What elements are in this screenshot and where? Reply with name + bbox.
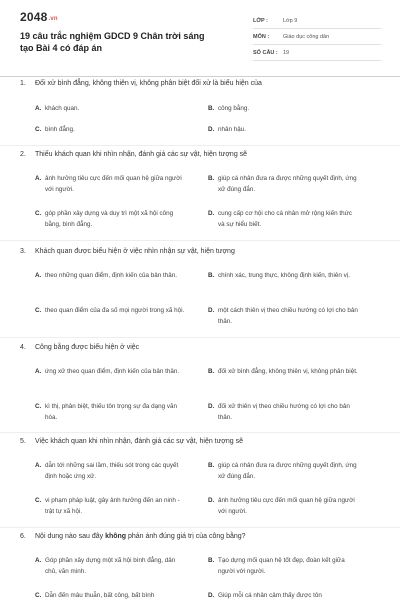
site-logo[interactable] [20, 10, 58, 24]
option-text: đối xử bình đẳng, không thiên vị, không phân biệt. [218, 368, 358, 375]
logo-text: 2048 [20, 10, 48, 24]
options-list [35, 169, 382, 249]
question-number: 1. [20, 80, 26, 87]
option-b[interactable] [208, 271, 360, 282]
option-letter: B. [208, 368, 215, 375]
option-a[interactable] [35, 461, 187, 482]
option-a[interactable] [35, 271, 187, 282]
option-text: giúp cá nhân đưa ra được những quyết định, ứng xử đúng đắn. [218, 462, 357, 480]
option-letter: C. [35, 497, 42, 504]
option-letter: B. [208, 462, 215, 469]
question-text: Khách quan được biểu hiện ở việc nhìn nhận sự vật, hiện tượng [35, 248, 235, 255]
question-divider [0, 432, 400, 433]
option-text: vi phạm pháp luật, gây ảnh hưởng đến an ninh - trật tự xã hội. [45, 497, 180, 515]
option-text: dẫn tới những sai lầm, thiếu sót trong các quyết định hoặc ứng xử. [45, 462, 179, 480]
option-letter: B. [208, 105, 215, 112]
meta-row-class [253, 13, 381, 29]
option-c[interactable] [35, 496, 187, 517]
options-list [35, 266, 382, 346]
option-text: ảnh hưởng tiêu cực đến mối quan hệ giữa người với người. [45, 175, 182, 193]
option-text: Góp phần xây dựng một xã hội bình đẳng, dân chủ, văn minh. [45, 557, 176, 575]
meta-value: Lớp 9 [283, 17, 298, 24]
question-2 [20, 151, 382, 249]
question-divider [0, 145, 400, 146]
option-b[interactable] [208, 174, 360, 195]
option-c[interactable] [35, 306, 187, 317]
option-text: góp phần xây dựng và duy trì một xã hội công bằng, bình đẳng. [45, 210, 174, 228]
page-header [0, 0, 400, 72]
option-text: ứng xử theo quan điểm, định kiến của bản thân. [45, 368, 180, 375]
option-letter: D. [208, 210, 215, 217]
option-text: đối xử thiên vị theo chiều hướng có lợi cho bản thân. [218, 403, 350, 421]
question-text-part: phản ánh đúng giá trị của công bằng? [126, 533, 246, 540]
question-text-emphasis: không [105, 533, 127, 540]
option-c[interactable] [35, 209, 187, 230]
meta-value: 19 [283, 49, 290, 56]
option-text: nhân hậu. [218, 126, 247, 133]
option-c[interactable] [35, 402, 187, 423]
option-letter: A. [35, 368, 42, 375]
option-text: khách quan. [45, 105, 80, 112]
option-d[interactable] [208, 125, 360, 136]
option-letter: B. [208, 272, 215, 279]
option-text: theo quan điểm của đa số mọi người trong xã hội. [45, 307, 185, 314]
option-d[interactable] [208, 306, 360, 327]
option-text: Dẫn đến mâu thuẫn, bất công, bất bình [45, 592, 155, 599]
option-b[interactable] [208, 367, 360, 378]
meta-key: MÔN : [253, 33, 270, 40]
option-d[interactable] [208, 496, 360, 517]
option-letter: A. [35, 462, 42, 469]
question-text: Việc khách quan khi nhìn nhận, đánh giá các sự vật, hiện tượng sẽ [35, 438, 244, 445]
option-letter: D. [208, 307, 215, 314]
question-number: 6. [20, 533, 26, 540]
option-d[interactable] [208, 402, 360, 423]
option-letter: C. [35, 403, 42, 410]
question-6 [20, 533, 382, 611]
option-letter: A. [35, 272, 42, 279]
page-title: 19 câu trắc nghiệm GDCD 9 Chân trời sáng tạo Bài 4 có đáp án [20, 31, 205, 53]
meta-key: SỐ CÂU : [253, 49, 278, 56]
question-text [35, 533, 382, 540]
option-letter: B. [208, 557, 215, 564]
option-a[interactable] [35, 174, 187, 195]
option-c[interactable] [35, 125, 187, 136]
options-list [35, 362, 382, 442]
question-text: Thiếu khách quan khi nhìn nhận, đánh giá các sự vật, hiện tượng sẽ [35, 151, 248, 158]
option-a[interactable] [35, 367, 187, 378]
question-5 [20, 438, 382, 536]
option-text: ảnh hưởng tiêu cực đến mối quan hệ giữa người với người. [218, 497, 355, 515]
question-text-part: Nội dung nào sau đây [35, 533, 106, 540]
option-b[interactable] [208, 104, 360, 115]
option-text: Tạo dựng mối quan hệ tốt đẹp, đoàn kết giữa người với người. [218, 557, 345, 575]
meta-key: LỚP : [253, 17, 268, 24]
options-list [35, 551, 382, 611]
option-text: chính xác, trung thực, không định kiến, thiên vị. [218, 272, 350, 279]
option-text: bình đẳng. [45, 126, 75, 133]
question-divider [0, 240, 400, 241]
question-1 [20, 80, 382, 158]
option-letter: A. [35, 105, 42, 112]
question-number: 5. [20, 438, 26, 445]
question-4 [20, 344, 382, 442]
question-number: 3. [20, 248, 26, 255]
header-divider [0, 76, 400, 77]
option-a[interactable] [35, 104, 187, 115]
option-text: Giúp mỗi cá nhân cảm thấy được tôn [218, 592, 322, 599]
option-d[interactable] [208, 209, 360, 230]
question-text: Công bằng được biểu hiện ở việc [35, 344, 140, 351]
meta-row-subject [253, 29, 381, 45]
option-letter: D. [208, 403, 215, 410]
option-b[interactable] [208, 556, 360, 577]
option-text: giúp cá nhân đưa ra được những quyết định, ứng xử đúng đắn. [218, 175, 357, 193]
option-letter: D. [208, 497, 215, 504]
meta-value: Giáo dục công dân [283, 33, 330, 40]
option-letter: D. [208, 126, 215, 133]
question-text: Đối xử bình đẳng, không thiên vị, không phân biệt đối xử là biểu hiện của [35, 80, 262, 87]
meta-panel [253, 13, 381, 61]
options-list [35, 98, 382, 158]
meta-row-count [253, 45, 381, 61]
option-letter: C. [35, 210, 42, 217]
question-divider [0, 337, 400, 338]
option-letter: A. [35, 175, 42, 182]
option-text: kì thị, phân biệt, thiếu tôn trọng sự đa dạng văn hóa. [45, 403, 177, 421]
option-letter: D. [208, 592, 215, 599]
question-number: 2. [20, 151, 26, 158]
question-number: 4. [20, 344, 26, 351]
option-text: cung cấp cơ hội cho cá nhân mở rộng kiến thức và sự hiểu biết. [218, 210, 352, 228]
question-divider [0, 527, 400, 528]
question-3 [20, 248, 382, 346]
options-list [35, 456, 382, 536]
option-text: công bằng. [218, 105, 250, 112]
option-text: theo những quan điểm, định kiến của bản thân. [45, 272, 178, 279]
logo-suffix: .vn [48, 16, 58, 22]
option-letter: A. [35, 557, 42, 564]
option-letter: B. [208, 175, 215, 182]
option-letter: C. [35, 126, 42, 133]
option-letter: C. [35, 307, 42, 314]
option-b[interactable] [208, 461, 360, 482]
option-letter: C. [35, 592, 42, 599]
option-a[interactable] [35, 556, 187, 577]
option-text: một cách thiên vị theo chiều hướng có lợi cho bản thân. [218, 307, 358, 325]
